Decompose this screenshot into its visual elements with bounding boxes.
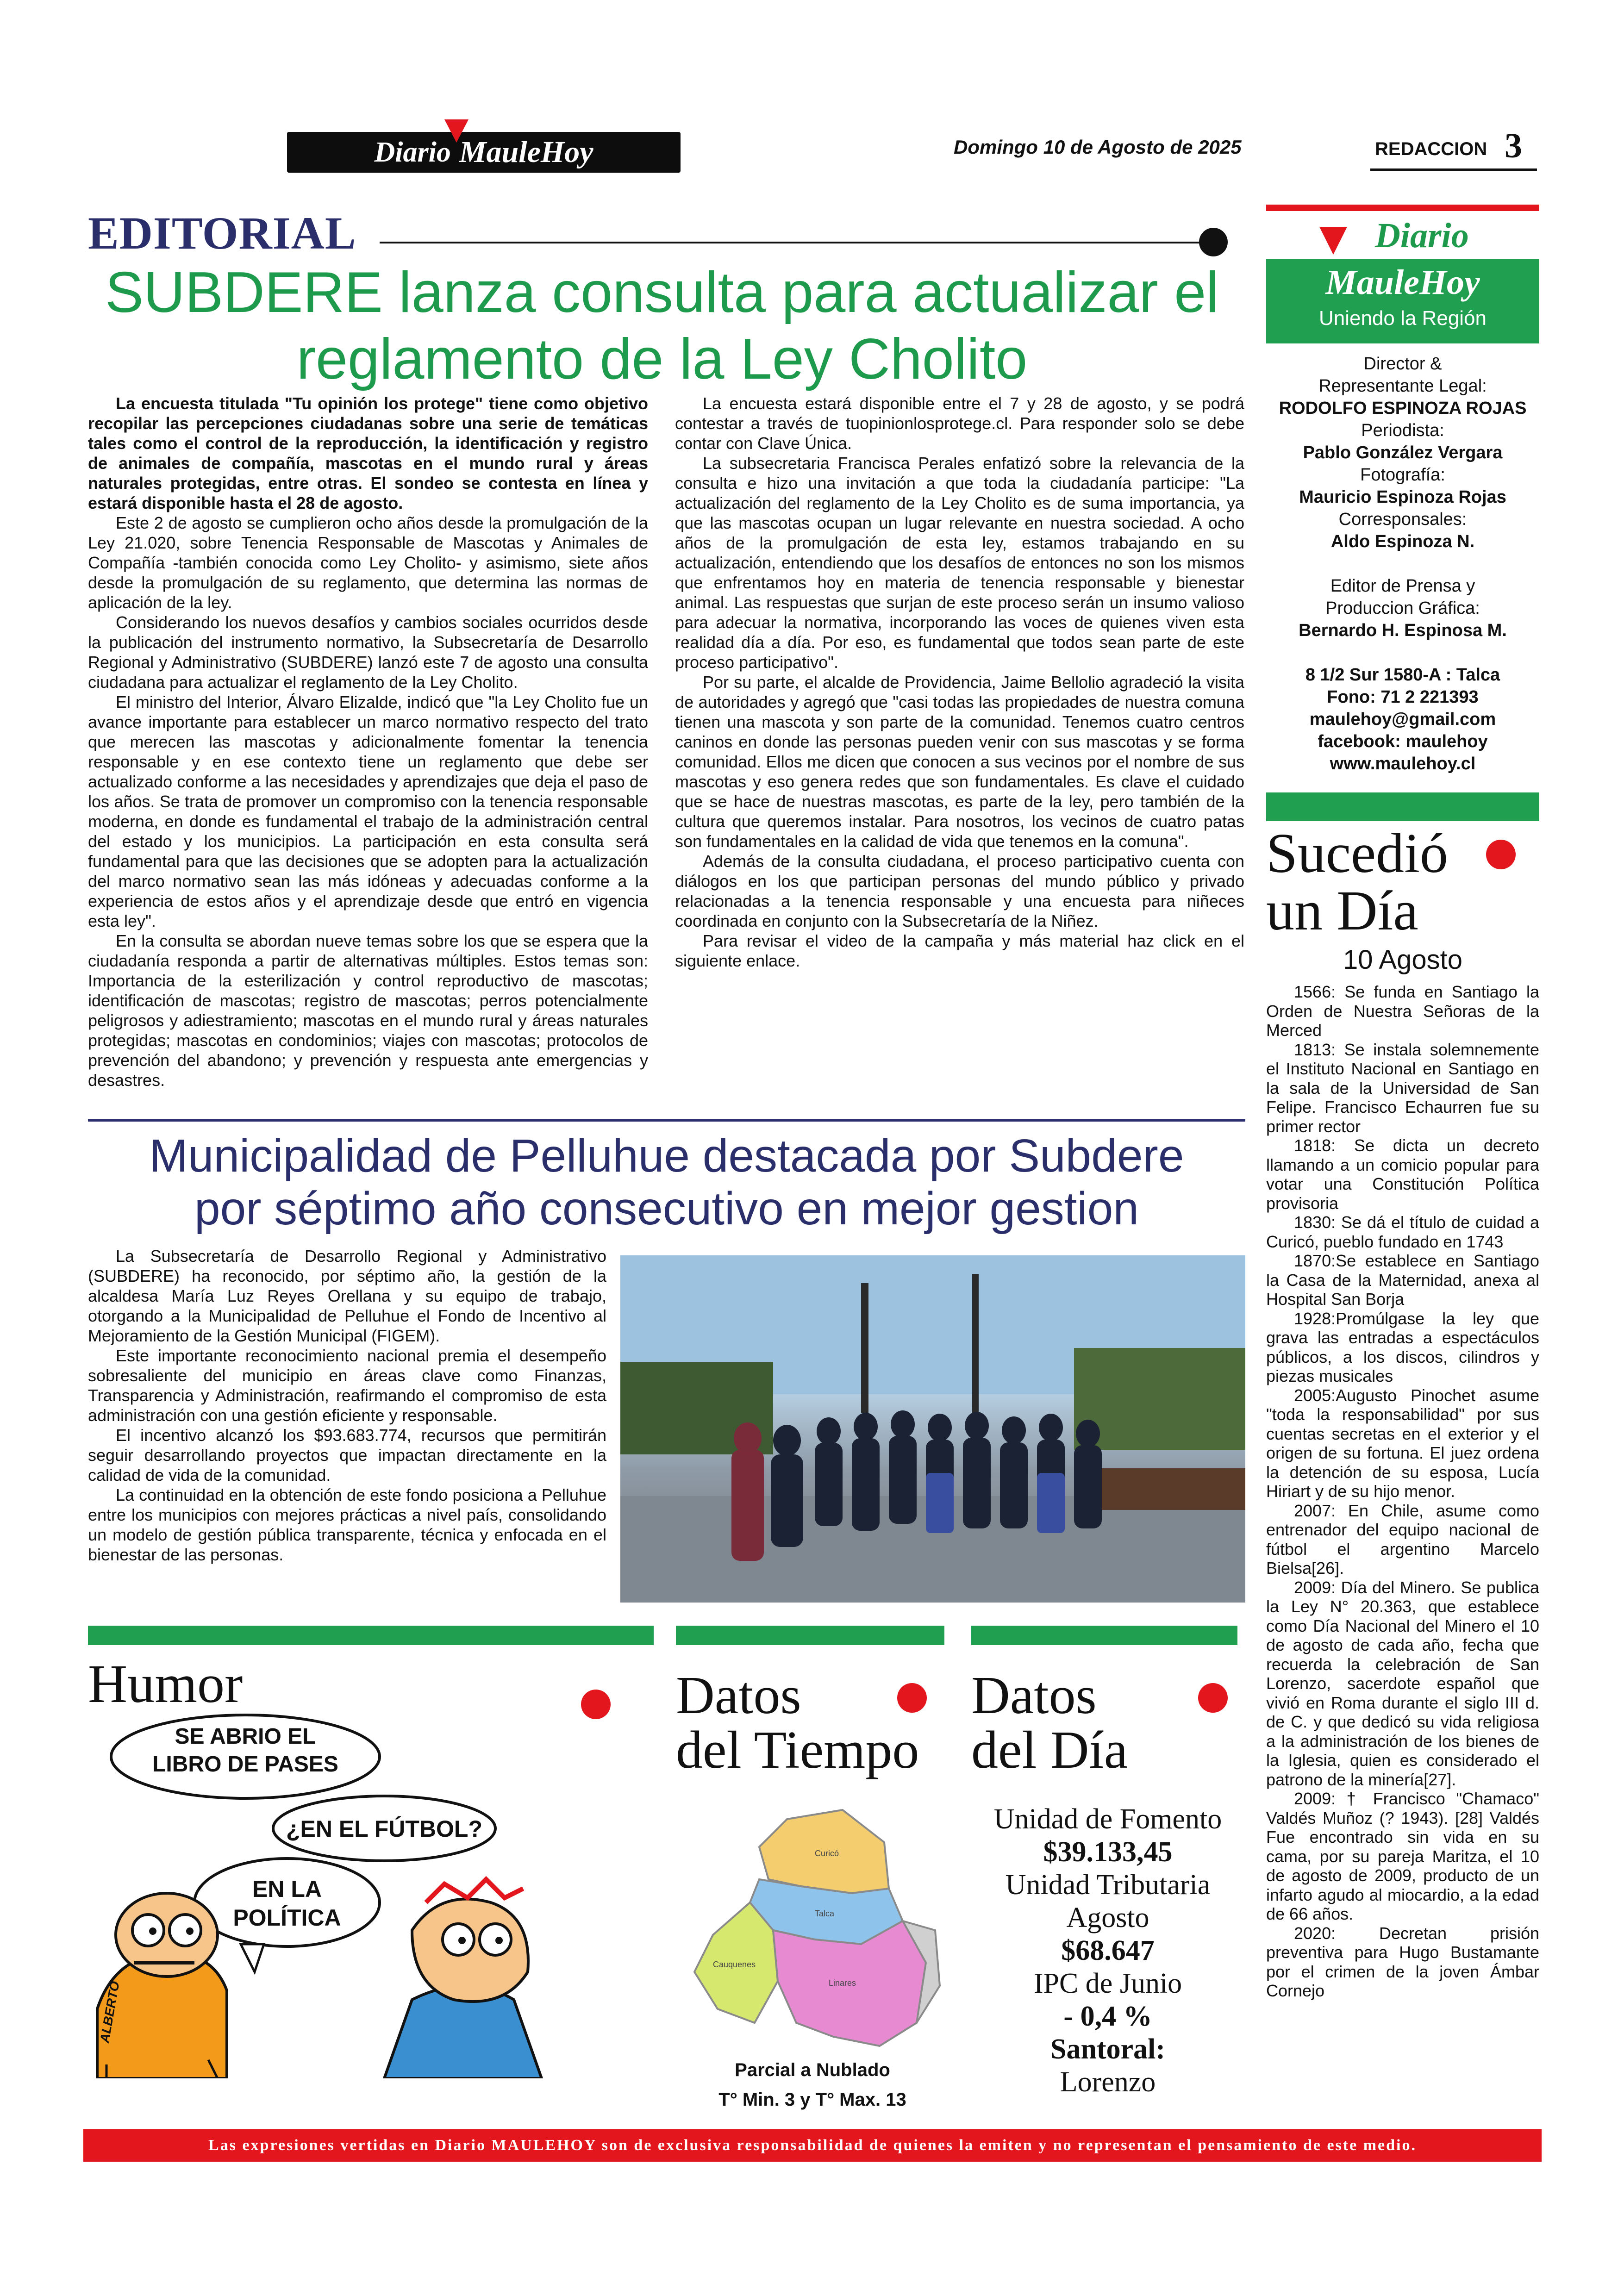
datosdia-title bbox=[971, 1666, 1128, 1780]
pelluhue-paragraph: La continuidad en la obtención de este fondo posiciona a Pelluhue entre los municipios con mejores prácticas a nivel país, consolidando un modelo de gestión pública transparente, técnica y enfocada en el bienestar de las personas. bbox=[88, 1485, 606, 1564]
pelluhue-headline-line-2: por séptimo año consecutivo en mejor gestion bbox=[194, 1183, 1139, 1235]
utm-value: $68.647 bbox=[1061, 1935, 1155, 1966]
sucedio-item: 1870:Se establece en Santiago la Casa de la Maternidad, anexa al Hospital San Borja bbox=[1266, 1251, 1539, 1309]
sucedio-item: 1830: Se dá el título de cuidad a Curicó, pueblo fundado en 1743 bbox=[1266, 1213, 1539, 1251]
masthead-credit-line: Produccion Gráfica: bbox=[1325, 599, 1480, 618]
editorial-headline: SUBDERE lanza consulta para actualizar el reglamento de la Ley Cholito bbox=[105, 261, 1219, 391]
editorial-paragraph: En la consulta se abordan nueve temas sobre los que se espera que la ciudadanía responda a partir de alternativas múltiples. Estos temas son: Importancia de la esterilización y control reproductivo de mascotas; identificación de mascotas; registro de mascotas; perros potencialmente peligrosos y adiestramiento; mascotas en el mundo rural y áreas naturales protegidas; mascotas en condominios; viajes con mascotas; protocolos de prevención del abandono; y prevención y respuesta ante emergencias y desastres. bbox=[88, 931, 648, 1090]
masthead-brand-main: MauleHoy bbox=[1325, 263, 1480, 302]
sucedio-item: 1928:Promúlgase la ley que grava las entradas a espectáculos públicos, a los discos, cilindros y piezas musicales bbox=[1266, 1309, 1539, 1385]
humor-cartoon bbox=[88, 1713, 625, 2078]
masthead-credit-line: Bernardo H. Espinosa M. bbox=[1299, 621, 1507, 640]
pelluhue-body bbox=[88, 1246, 606, 1565]
masthead-credit-line: www.maulehoy.cl bbox=[1330, 754, 1476, 773]
humor-title: Humor bbox=[88, 1653, 243, 1714]
sucedio-red-dot bbox=[1486, 840, 1516, 869]
datosdia-bar bbox=[971, 1626, 1237, 1645]
datosdia-title-line-1: Datos bbox=[971, 1666, 1097, 1725]
masthead-credit-line: Editor de Prensa y bbox=[1330, 576, 1475, 596]
uf-value: $39.133,45 bbox=[1043, 1836, 1173, 1868]
sucedio-bar bbox=[1266, 792, 1539, 821]
ipc-label: IPC de Junio bbox=[1033, 1968, 1182, 1999]
map-label-cauquenes: Cauquenes bbox=[713, 1960, 756, 1969]
pelluhue-headline-line-1: Municipalidad de Pelluhue destacada por Subdere bbox=[149, 1130, 1184, 1182]
header-page-number: 3 bbox=[1505, 126, 1522, 165]
maule-region-map bbox=[685, 1805, 944, 2055]
masthead-credits bbox=[1266, 353, 1539, 775]
pelluhue-photo bbox=[620, 1255, 1245, 1603]
humor-bubble-1: SE ABRIO EL LIBRO DE PASES bbox=[152, 1724, 338, 1777]
tiempo-title-line-2: del Tiempo bbox=[676, 1721, 919, 1780]
masthead-credit-line: 8 1/2 Sur 1580-A : Talca bbox=[1305, 665, 1500, 685]
masthead-tagline: Uniendo la Región bbox=[1318, 307, 1487, 330]
utm-month: Agosto bbox=[1066, 1902, 1149, 1933]
footer-disclaimer-bar bbox=[83, 2129, 1542, 2162]
humor-bubble-3: EN LA POLÍTICA bbox=[233, 1876, 341, 1931]
pelluhue-headline bbox=[88, 1129, 1245, 1235]
sucedio-date: 10 Agosto bbox=[1343, 945, 1462, 975]
editorial-lead: La encuesta titulada "Tu opinión los protege" tiene como objetivo recopilar las percepciones ciudadanas sobre una serie de temáticas tales como el control de la reproducción, la identificación y registro de animales de compañía, mascotas en el mundo rural y áreas naturales protegidas, entre otras. El sondeo se contesta en línea y estará disponible hasta el 28 de agosto. bbox=[88, 394, 648, 512]
editorial-paragraph: Por su parte, el alcalde de Providencia, Jaime Bellolio agradeció la visita de autoridades y agregó que "casi todas las propiedades de nuestra comuna tienen una mascota y son parte de la comunidad. Tenemos cuatro centros caninos en donde las personas pueden venir con sus mascotas y se forma comunidad. Ellos me dicen que conocen a sus vecinos por el nombre de sus mascotas y eso genera redes que son fundamentales. Es clave el cuidado que se hace de nuestras mascotas, es parte de la ley, pero también de la cultura que queremos instalar. Para nosotros, los vecinos de cuatro patas son fundamentales en la calidad de vida que tenemos en la comuna". bbox=[675, 673, 1244, 851]
header-brand-right: MauleHoy bbox=[459, 135, 593, 169]
ipc-value: - 0,4 % bbox=[1063, 2001, 1152, 2032]
masthead-credit-line bbox=[1266, 642, 1539, 664]
santoral-label: Santoral: bbox=[1050, 2033, 1165, 2065]
masthead-credit-line: Fono: 71 2 221393 bbox=[1327, 687, 1479, 707]
uf-label: Unidad de Fomento bbox=[993, 1803, 1222, 1835]
masthead-credit-line: maulehoy@gmail.com bbox=[1309, 710, 1496, 729]
sucedio-list bbox=[1266, 982, 1539, 2001]
header-date: Domingo 10 de Agosto de 2025 bbox=[954, 136, 1242, 158]
sucedio-item: 1818: Se dicta un decreto llamando a un comicio popular para votar una Constitución Política provisoria bbox=[1266, 1136, 1539, 1213]
tiempo-temps: T° Min. 3 y T° Max. 13 bbox=[718, 2089, 906, 2110]
sucedio-item: 2005:Augusto Pinochet asume "toda la responsabilidad" por sus cuentas secretas en el exterior y el origen de su fortuna. El juez ordena la detención de su esposa, Lucía Hiriart y de su hijo menor. bbox=[1266, 1385, 1539, 1501]
map-label-talca: Talca bbox=[815, 1909, 835, 1918]
santoral-value: Lorenzo bbox=[1060, 2066, 1156, 2098]
sucedio-item: 1813: Se instala solemnemente el Instituto Nacional en Santiago en la sala de la Universidad de San Felipe. Francisco Echaurren fue su primer rector bbox=[1266, 1040, 1539, 1136]
pelluhue-paragraph: La Subsecretaría de Desarrollo Regional y Administrativo (SUBDERE) ha reconocido, por séptimo año, la gestión de la alcaldesa María Luz Reyes Orellana y su equipo de trabajo, otorgando a la Municipalidad de Pelluhue el Fondo de Incentivo al Mejoramiento de la Gestión Municipal (FIGEM). bbox=[88, 1247, 606, 1345]
sucedio-item: 2007: En Chile, asume como entrenador del equipo nacional de fútbol el argentino Marcelo Bielsa[26]. bbox=[1266, 1501, 1539, 1578]
map-label-linares: Linares bbox=[829, 1978, 856, 1988]
editorial-paragraph: El ministro del Interior, Álvaro Elizalde, indicó que "la Ley Cholito fue un avance importante para establecer un marco normativo respecto del trato que merecen las mascotas y adicionalmente fomentar la tenencia responsable y en ese contexto tiene un reglamento que debe ser actualizado conforme a las necesidades y aprendizajes que deja el paso de los años. Se trata de promover un compromiso con la tenencia responsable moderna, en donde es fundamental el trabajo de la administración central del estado y los municipios. La participación en esta consulta será fundamental para que las decisiones que se adopten para la actualización del marco normativo sean las más idóneas y adecuadas conforme a la experiencia de estos años y el aprendizaje desde que entró en vigencia esta ley". bbox=[88, 692, 648, 930]
masthead-credit-line: Periodista: bbox=[1361, 421, 1444, 440]
editorial-column-1 bbox=[88, 393, 648, 1090]
humor-bubble-2: ¿EN EL FÚTBOL? bbox=[286, 1816, 483, 1842]
weather-map bbox=[685, 1805, 944, 2055]
header-rule bbox=[1370, 168, 1537, 171]
masthead-credit-line bbox=[1266, 553, 1539, 575]
masthead-credit-line: facebook: maulehoy bbox=[1318, 732, 1488, 751]
tiempo-red-dot bbox=[897, 1683, 927, 1713]
masthead-brand-box bbox=[1266, 259, 1539, 343]
header-brand-flag bbox=[444, 119, 468, 143]
masthead-credit-line: Representante Legal: bbox=[1318, 376, 1487, 396]
editorial-kicker-dot bbox=[1199, 228, 1228, 256]
datosdia-values bbox=[971, 1803, 1244, 2099]
photo-illustration bbox=[620, 1255, 1245, 1603]
editorial-paragraph: Además de la consulta ciudadana, el proceso participativo cuenta con diálogos en los que participan personas del mundo público y privado relacionadas a la tenencia responsable y una encuesta para niñeces coordinada en conjunto con la Subsecretaría de la Niñez. bbox=[675, 852, 1244, 930]
masthead-credit-line: Pablo González Vergara bbox=[1303, 443, 1503, 462]
tiempo-bar bbox=[676, 1626, 944, 1645]
masthead-credit-line: Director & bbox=[1363, 354, 1442, 374]
masthead-brand-top: Diario bbox=[1375, 216, 1469, 255]
pelluhue-paragraph: El incentivo alcanzó los $93.683.774, recursos que permitirán seguir desarrollando proyectos que impactan directamente en la calidad de vida de la comunidad. bbox=[88, 1426, 606, 1484]
datosdia-title-line-2: del Día bbox=[971, 1721, 1128, 1780]
masthead-credit-line: Aldo Espinoza N. bbox=[1330, 532, 1475, 551]
masthead-flag bbox=[1319, 227, 1347, 255]
editorial-column-2 bbox=[675, 393, 1244, 971]
header-brand-left: Diario bbox=[374, 136, 451, 168]
masthead-credit-line: RODOLFO ESPINOZA ROJAS bbox=[1279, 399, 1527, 418]
sucedio-item: 2020: Decretan prisión preventiva para Hugo Bustamante por el crimen de la joven Ámbar Cornejo bbox=[1266, 1923, 1539, 2000]
editorial-paragraph: La encuesta estará disponible entre el 7 y 28 de agosto, y se podrá contestar a través de tuopinionlosprotege.cl. Para responder solo se debe contar con Clave Única. bbox=[675, 394, 1244, 453]
pelluhue-paragraph: Este importante reconocimiento nacional premia el desempeño sobresaliente del municipio en áreas clave como Finanzas, Transparencia y Administración, reafirmando el compromiso de esta administración con una gestión eficiente y responsable. bbox=[88, 1346, 606, 1425]
sucedio-title-line-2: un Día bbox=[1266, 879, 1418, 942]
utm-label: Unidad Tributaria bbox=[1005, 1869, 1211, 1901]
masthead-credit-line: Mauricio Espinoza Rojas bbox=[1299, 487, 1506, 507]
editorial-kicker: EDITORIAL bbox=[88, 207, 356, 259]
humor-bar bbox=[88, 1626, 654, 1645]
header-brand bbox=[287, 132, 681, 173]
section-divider bbox=[88, 1119, 1245, 1122]
footer-disclaimer: Las expresiones vertidas en Diario MAULEHOY son de exclusiva responsabilidad de quienes la emiten y no representan el pensamiento de este medio. bbox=[208, 2137, 1417, 2154]
map-label-curico: Curicó bbox=[815, 1849, 839, 1858]
masthead-top-rule bbox=[1266, 205, 1539, 211]
masthead-credit-line: Fotografía: bbox=[1360, 465, 1445, 485]
humor-signature: ALBERTO bbox=[97, 1980, 122, 2044]
sucedio-title bbox=[1266, 822, 1449, 942]
tiempo-title bbox=[676, 1666, 919, 1780]
tiempo-title-line-1: Datos bbox=[676, 1666, 801, 1725]
tiempo-forecast: Parcial a Nublado bbox=[735, 2060, 890, 2080]
masthead-credit-line: Corresponsales: bbox=[1338, 510, 1467, 529]
datosdia-red-dot bbox=[1198, 1683, 1228, 1713]
editorial-paragraph: Este 2 de agosto se cumplieron ocho años desde la promulgación de la Ley 21.020, sobre Tenencia Responsable de Mascotas y Animales de Compañía -también conocida como Ley Cholito- y asimismo, siete años desde la promulgación de su reglamento, que determina las normas de aplicación de la ley. bbox=[88, 513, 648, 612]
editorial-paragraph: Para revisar el video de la campaña y más material haz click en el siguiente enlace. bbox=[675, 931, 1244, 970]
editorial-kicker-rule bbox=[380, 242, 1213, 243]
sucedio-item: 1566: Se funda en Santiago la Orden de Nuestra Señoras de la Merced bbox=[1266, 982, 1539, 1040]
header-section: REDACCION bbox=[1375, 139, 1487, 159]
sucedio-title-line-1: Sucedió bbox=[1266, 822, 1449, 885]
sucedio-item: 2009: Día del Minero. Se publica la Ley N° 20.363, que establece como Día Nacional del Minero el 10 de agosto de cada año, fecha que recuerda la celebración de San Lorenzo, sacerdote español que vivió en Roma durante el siglo III d. de C. y que dedicó su vida religiosa a la administración de los bienes de la Iglesia, quien es considerado el patrono de la minería[27]. bbox=[1266, 1578, 1539, 1789]
editorial-paragraph: La subsecretaria Francisca Perales enfatizó sobre la relevancia de la consulta e hizo una invitación a que toda la ciudadanía participe: "La actualización del reglamento de la Ley Cholito es de suma importancia, ya que las mascotas ocupan un lugar relevante en nuestra sociedad. A ocho años de la promulgación de esta ley, estamos trabajando en su actualización, entendiendo que los desafíos de entonces no son los mismos que enfrentamos hoy en materia de tenencia responsable y bienestar animal. Las respuestas que surjan de este proceso serán un insumo valioso para adecuar la normativa, incorporando las voces de quienes viven esta realidad día a día. Por eso, es fundamental que todos sean parte de este proceso participativo". bbox=[675, 454, 1244, 672]
sucedio-item: 2009: † Francisco "Chamaco" Valdés Muñoz (? 1943). [28] Valdés Fue encontrado sin vida en su cama, por su pareja Maritza, el 10 de agosto de 2009, producto de un infarto agudo al miocardio, a la edad de 66 años. bbox=[1266, 1789, 1539, 1923]
editorial-paragraph: Considerando los nuevos desafíos y cambios sociales ocurridos desde la publicación del instrumento normativo, la Subsecretaría de Desarrollo Regional y Administrativo (SUBDERE) lanzó este 7 de agosto una consulta ciudadana para actualizar el reglamento de la Ley Cholito. bbox=[88, 613, 648, 692]
